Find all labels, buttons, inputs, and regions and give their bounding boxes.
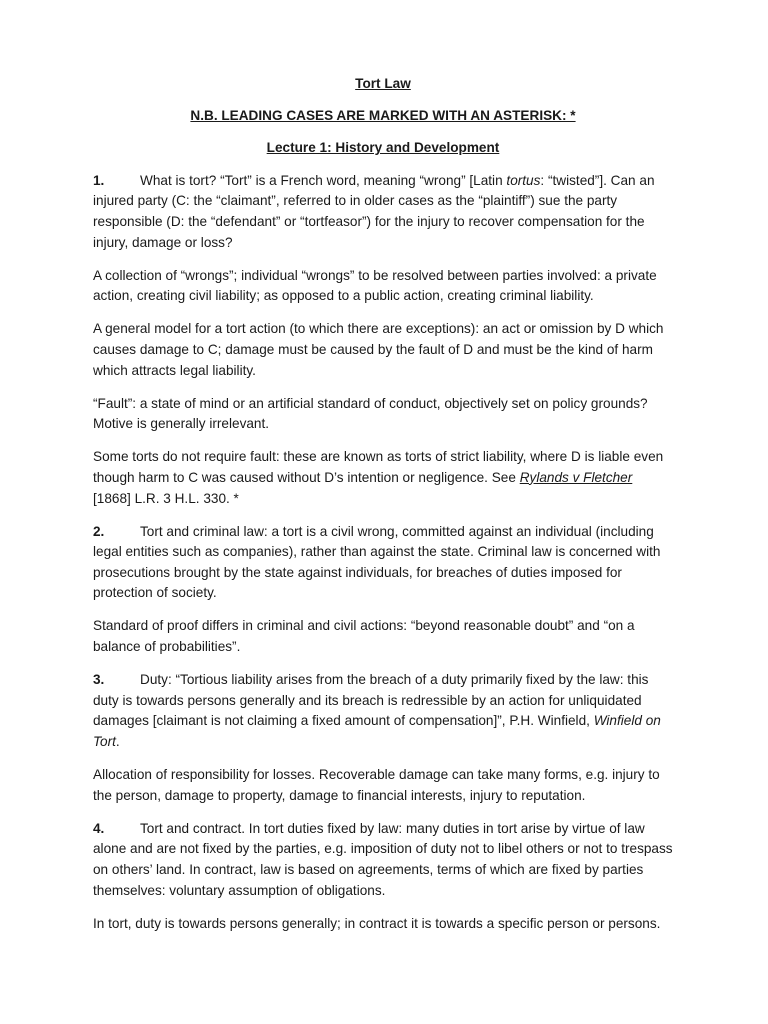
paragraph-2: A collection of “wrongs”; individual “wrongs” to be resolved between parties involved: a private action, creating civil liability; as opposed to a public action, creating criminal liability.: [93, 267, 657, 304]
section-number-2: 2.: [93, 523, 105, 539]
paragraph-5: [93, 447, 673, 509]
paragraph-1: [93, 171, 673, 253]
paragraph-6: [93, 522, 673, 604]
leading-cases-note: N.B. LEADING CASES ARE MARKED WITH AN ASTERISK: *: [190, 107, 576, 123]
paragraph-5-text-b: [1868] L.R. 3 H.L. 330. *: [93, 490, 239, 506]
paragraph-10-text: Tort and contract. In tort duties fixed by law: many duties in tort arise by virtue of law alone and are not fixed by the parties, e.g. imposition of duty not to libel others or not to trespass on others’ land. In contract, law is based on agreements, terms of which are fixed by parties themselves: voluntary assumption of obligations.: [93, 820, 673, 898]
lecture-heading: Lecture 1: History and Development: [266, 140, 500, 156]
latin-term: tortus: [506, 172, 541, 188]
paragraph-1-text-a: What is tort? “Tort” is a French word, meaning “wrong” [Latin: [140, 172, 507, 188]
paragraph-8-text-a: Duty: “Tortious liability arises from the breach of a duty primarily fixed by the law: this duty is towards persons generally and its breach is redressible by an action for unliquidated damages [claimant is not claiming a fixed amount of compensation]”, P.H. Winfield,: [93, 672, 649, 729]
paragraph-8: [93, 670, 673, 752]
paragraph-5-text-a: Some torts do not require fault: these are known as torts of strict liability, where D is liable even though harm to C was caused without D’s intention or negligence. See: [93, 449, 664, 485]
paragraph-4: “Fault”: a state of mind or an artificial standard of conduct, objectively set on policy grounds? Motive is generally irrelevant.: [93, 395, 648, 432]
paragraph-6-text: Tort and criminal law: a tort is a civil wrong, committed against an individual (including legal entities such as companies), rather than against the state. Criminal law is concerned with prosecutions brought by the state against individuals, for breaches of duties imposed for protection of society.: [93, 523, 661, 601]
paragraph-8-text-b: .: [115, 733, 120, 749]
section-number-3: 3.: [93, 672, 105, 688]
paragraph-11: In tort, duty is towards persons generally; in contract it is towards a specific person or persons.: [93, 915, 661, 931]
document-page: [93, 74, 673, 947]
section-number-1: 1.: [93, 172, 105, 188]
case-citation-rylands[interactable]: Rylands v Fletcher: [519, 469, 633, 485]
paragraph-1-text-b: : “twisted”]. Can an injured party (C: the “claimant”, referred to in older cases as the “plaintiff”) sue the party responsible (D: the “defendant” or “tortfeasor”) for the injury to recover compensation for the injury, damage or loss?: [93, 172, 655, 250]
paragraph-9: Allocation of responsibility for losses. Recoverable damage can take many forms, e.g. injury to the person, damage to property, damage to financial interests, injury to reputation.: [93, 767, 660, 803]
paragraph-7: Standard of proof differs in criminal and civil actions: “beyond reasonable doubt” and “on a balance of probabilities”.: [93, 618, 635, 655]
paragraph-10: [93, 819, 673, 901]
section-number-4: 4.: [93, 820, 105, 836]
document-title: Tort Law: [355, 76, 411, 91]
book-title: Winfield on Tort: [93, 713, 661, 749]
paragraph-3: A general model for a tort action (to which there are exceptions): an act or omission by D which causes damage to C; damage must be caused by the fault of D and must be the kind of harm which attracts legal liability.: [93, 321, 664, 378]
